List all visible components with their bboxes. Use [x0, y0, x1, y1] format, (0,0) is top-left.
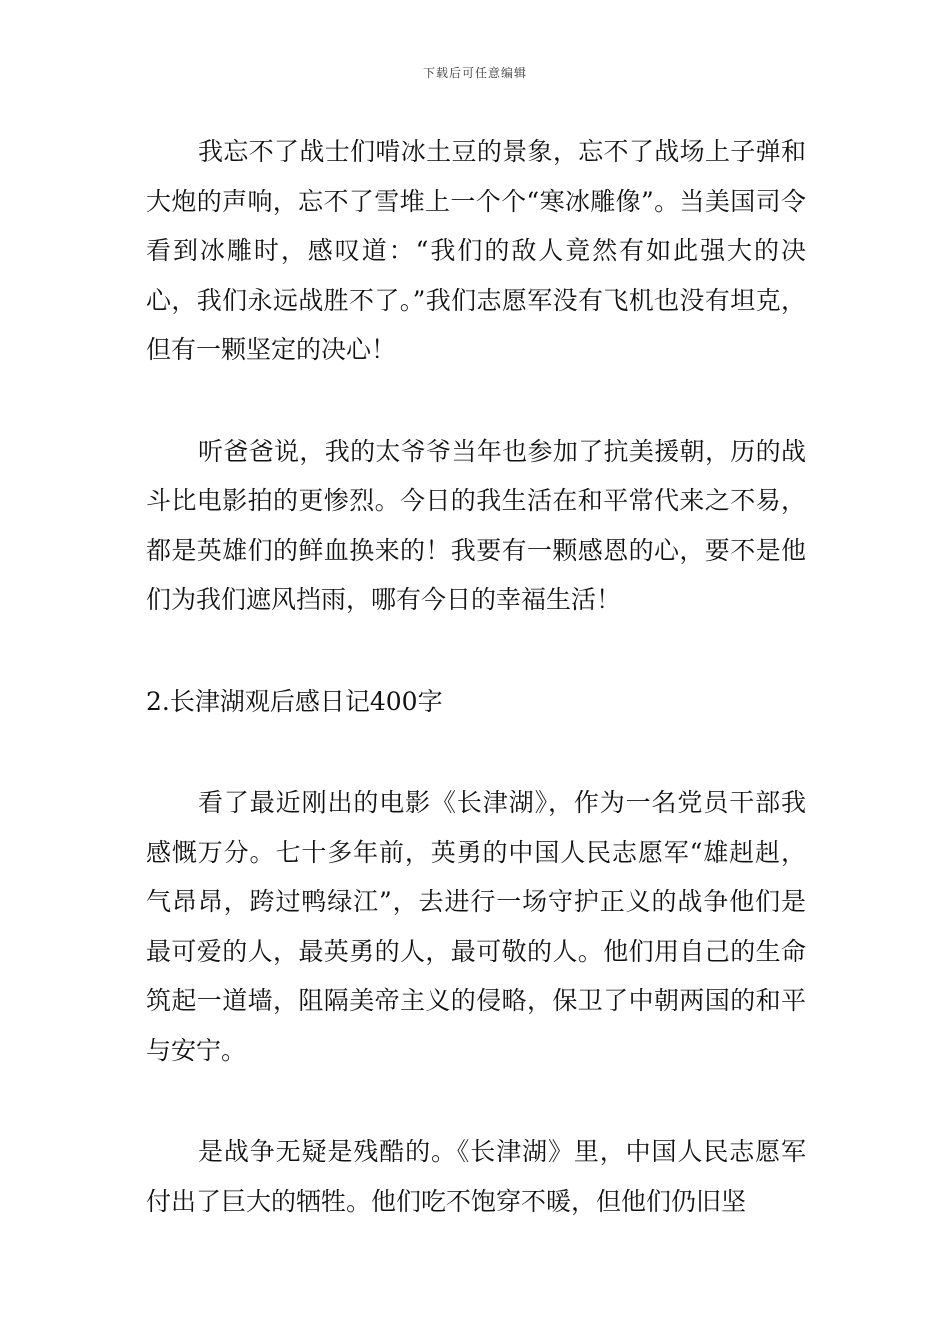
section-heading: 2.长津湖观后感日记400字 [146, 686, 443, 716]
paragraph-spacer [146, 726, 806, 778]
page-header-note: 下载后可任意编辑 [422, 66, 527, 80]
paragraph-4: 是战争无疑是残酷的。《长津湖》里，中国人民志愿军付出了巨大的牺牲。他们吃不饱穿不暖，但他们仍旧坚 [146, 1137, 806, 1216]
paragraph-1: 我忘不了战士们啃冰土豆的景象，忘不了战场上子弹和大炮的声响，忘不了雪堆上一个个“寒冰雕像”。当美国司令看到冰雕时，感叹道：“我们的敌人竟然有如此强大的决心，我们永远战胜不了。”我们志愿军没有飞机也没有坦克，但有一颗坚定的决心！ [146, 137, 806, 364]
paragraph-2: 听爸爸说，我的太爷爷当年也参加了抗美援朝，历的战斗比电影拍的更惨烈。今日的我生活在和平常代来之不易，都是英雄们的鲜血换来的！我要有一颗感恩的心，要不是他们为我们遮风挡雨，哪有今日的幸福生活！ [146, 436, 806, 614]
paragraph-spacer [146, 375, 806, 427]
paragraph-spacer [146, 625, 806, 677]
document-body [146, 127, 806, 1226]
paragraph-3: 看了最近刚出的电影《长津湖》，作为一名党员干部我感慨万分。七十多年前，英勇的中国人民志愿军“雄赳赳，气昂昂，跨过鸭绿江”，去进行一场守护正义的战争他们是最可爱的人，最英勇的人，最可敬的人。他们用自己的生命筑起一道墙，阻隔美帝主义的侵略，保卫了中朝两国的和平与安宁。 [146, 788, 806, 1065]
paragraph-spacer [146, 1075, 806, 1127]
